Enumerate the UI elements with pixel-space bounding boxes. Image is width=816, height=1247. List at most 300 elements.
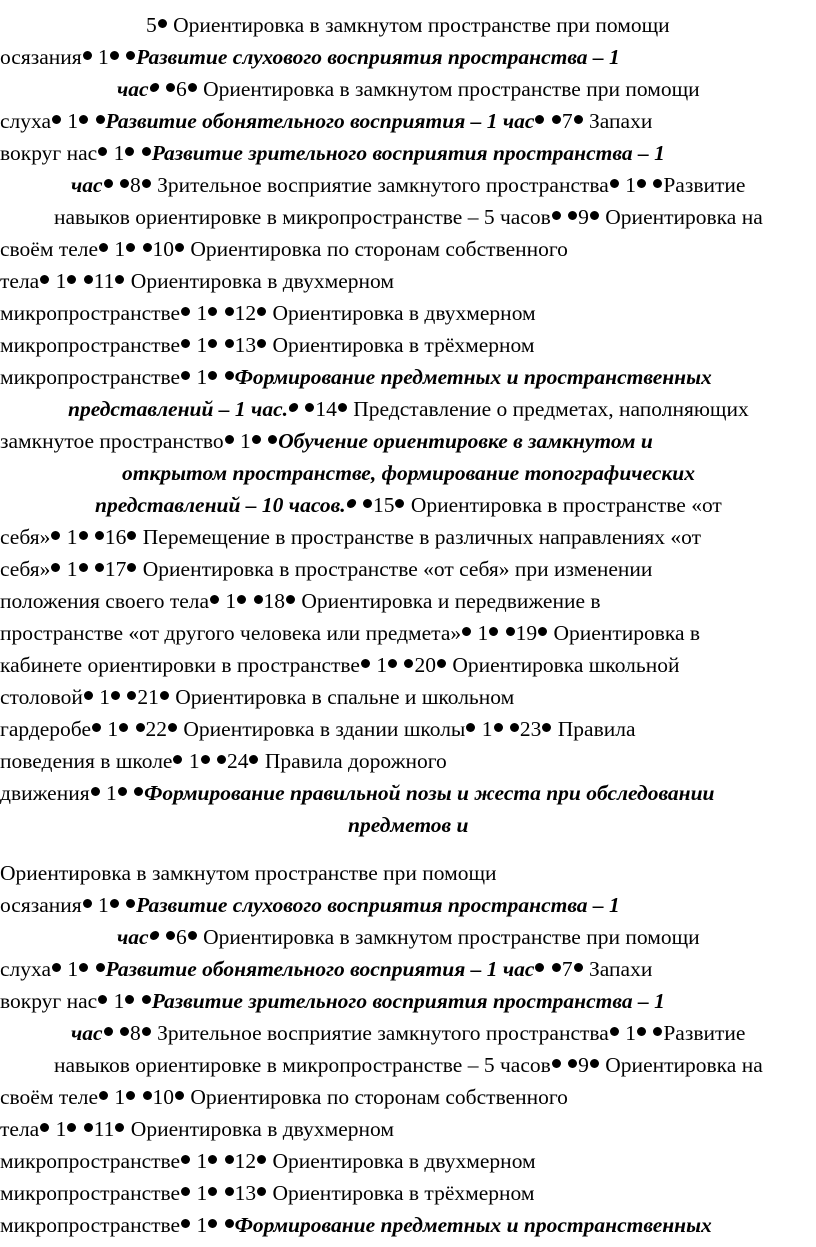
body-text [89,957,94,981]
text-line [0,712,816,746]
bullet-dot-icon [110,51,119,60]
bullet-dot-icon [111,691,120,700]
bullet-dot-icon [257,339,266,348]
body-text: гардеробе [0,717,92,741]
text-line [0,1048,816,1082]
body-text: тела [0,269,40,293]
text-line [0,328,816,362]
bullet-dot-icon [134,787,143,796]
bullet-dot-icon [225,307,234,316]
body-text [211,749,216,773]
body-text: 1 [61,557,78,581]
bullet-dot-icon [395,499,404,508]
bullet-dot-icon [149,931,160,940]
bullet-dot-icon [84,1123,93,1132]
bullet-dot-icon [225,1187,234,1196]
body-text: 9 [578,205,589,229]
body-text [218,1149,223,1173]
bullet-dot-icon [84,691,93,700]
body-text [89,557,94,581]
bullet-dot-icon [51,563,60,572]
bullet-dot-icon [637,179,646,188]
body-text [545,109,550,133]
bullet-dot-icon [143,243,152,252]
bullet-dot-icon [98,147,107,156]
body-text: 12 [234,301,257,325]
text-line [0,776,816,810]
body-text: 1 [102,717,119,741]
bullet-dot-icon [217,755,226,764]
body-text: 9 [578,1053,589,1077]
text-line-content [54,200,763,234]
bullet-dot-icon [181,1219,190,1228]
bullet-dot-icon [119,723,128,732]
text-line [0,952,816,986]
body-text: 1 [62,957,79,981]
bullet-dot-icon [181,339,190,348]
bullet-dot-icon [104,1027,113,1036]
body-text: Развитие [663,1021,746,1045]
bullet-dot-icon [535,963,544,972]
bullet-dot-icon [84,275,93,284]
body-text: 11 [93,1117,115,1141]
bullet-dot-icon [181,1155,190,1164]
bullet-dot-icon [208,1187,217,1196]
bullet-dot-icon [590,211,599,220]
body-text: 1 [619,173,636,197]
body-text: 1 [476,717,493,741]
bullet-dot-icon [173,755,182,764]
bullet-dot-icon [574,115,583,124]
body-text: 1 [109,1085,126,1109]
text-line [0,360,816,394]
body-text [120,893,125,917]
body-text: поведения в школе [0,749,173,773]
bullet-dot-icon [52,963,61,972]
body-text: 12 [234,1149,257,1173]
bullet-dot-icon [136,723,145,732]
body-text: 23 [519,717,542,741]
body-text [262,429,267,453]
body-text [136,237,141,261]
body-text: Ориентировка в пространстве «от себя» при изменении [137,557,653,581]
bullet-dot-icon [188,931,197,940]
bullet-dot-icon [552,115,561,124]
bullet-dot-icon [208,1155,217,1164]
body-text [135,141,140,165]
body-text: Ориентировка в трёхмерном [267,1181,535,1205]
text-line [0,744,816,778]
bullet-dot-icon [99,243,108,252]
body-text [218,365,223,389]
bullet-dot-icon [346,499,357,508]
bullet-dot-icon [166,83,175,92]
body-text: слуха [0,109,52,133]
bullet-dot-icon [225,371,234,380]
body-text: Запахи [583,109,653,133]
body-text: 1 [183,749,200,773]
body-text: 5 [146,13,157,37]
bullet-dot-icon [99,1091,108,1100]
text-line-content [0,952,652,986]
bullet-dot-icon [404,659,413,668]
body-text: 1 [234,429,251,453]
bullet-dot-icon [168,723,177,732]
body-text: себя» [0,525,51,549]
body-text: Ориентировка в [548,621,701,645]
bullet-dot-icon [361,659,370,668]
bullet-dot-icon [126,1091,135,1100]
body-text: 7 [561,957,573,981]
text-line [0,168,816,202]
bullet-dot-icon [181,371,190,380]
body-text [120,45,125,69]
bullet-dot-icon [208,339,217,348]
bullet-dot-icon [249,755,258,764]
body-text [77,1117,82,1141]
body-text: навыков ориентировке в микропространстве – 5 часов [54,1053,551,1077]
body-text: Зрительное восприятие замкнутого пространства [151,173,609,197]
bullet-dot-icon [95,531,104,540]
text-line-content [0,1208,712,1242]
text-line [0,520,816,554]
body-text [647,1021,652,1045]
body-text: Ориентировка в трёхмерном [267,333,535,357]
body-text: кабинете ориентировки в пространстве [0,653,360,677]
text-line [0,552,816,586]
body-text [562,1053,567,1077]
bullet-dot-icon [92,723,101,732]
body-text: замкнутое пространство [0,429,224,453]
bullet-dot-icon [653,1027,662,1036]
bullet-dot-icon [462,627,471,636]
body-text [218,333,223,357]
body-text: микропространстве [0,301,181,325]
bullet-dot-icon [126,899,135,908]
bullet-dot-icon [225,435,234,444]
text-line-content [0,1080,568,1114]
body-text: положения своего тела [0,589,210,613]
body-text: 10 [152,237,175,261]
body-text: 8 [129,173,141,197]
text-line [0,808,816,842]
text-line-content [0,232,568,266]
bold-italic-heading-text: предметов и [348,813,469,837]
bold-italic-heading-text: Развитие обонятельного восприятия – 1 час [105,957,535,981]
text-line [0,888,816,922]
text-line-content [117,72,700,106]
bullet-dot-icon [288,403,299,412]
body-text [299,397,304,421]
body-text: Ориентировка в пространстве «от [405,493,722,517]
bullet-dot-icon [120,179,129,188]
body-text: 13 [234,333,257,357]
bullet-dot-icon [142,995,151,1004]
bullet-dot-icon [363,499,372,508]
body-text: Ориентировка в замкнутом пространстве при помощи [197,925,700,949]
body-text [218,1213,223,1237]
bullet-dot-icon [225,1219,234,1228]
bullet-dot-icon [286,595,295,604]
body-text: 1 [191,1149,208,1173]
bullet-dot-icon [466,723,475,732]
text-line [0,456,816,490]
bullet-dot-icon [225,339,234,348]
text-line-content [0,104,652,138]
body-text: 15 [372,493,395,517]
text-line-content [0,40,620,74]
body-text: 1 [100,781,117,805]
bullet-dot-icon [257,1187,266,1196]
body-text: навыков ориентировке в микропространстве – 5 часов [54,205,551,229]
text-line-content [54,1048,763,1082]
bullet-dot-icon [181,307,190,316]
text-line-content [68,392,749,426]
bullet-dot-icon [188,83,197,92]
body-text: 24 [226,749,249,773]
bullet-dot-icon [91,787,100,796]
text-line-content [0,712,636,746]
body-text: Ориентировка в спальне и школьном [169,685,515,709]
bullet-dot-icon [568,1059,577,1068]
bullet-dot-icon [653,179,662,188]
bullet-dot-icon [338,403,347,412]
bullet-dot-icon [95,563,104,572]
text-line-content [0,552,652,586]
bullet-dot-icon [143,1091,152,1100]
text-line-content [0,360,712,394]
body-text: 1 [50,269,67,293]
body-text: 1 [472,621,489,645]
bullet-dot-icon [181,1187,190,1196]
body-text: 1 [370,653,388,677]
bold-italic-heading-text: Развитие слухового восприятия пространства – 1 [136,893,620,917]
body-text [218,1181,223,1205]
bullet-dot-icon [104,179,113,188]
bullet-dot-icon [166,931,175,940]
text-line [0,424,816,458]
body-text [114,1021,119,1045]
bullet-dot-icon [552,211,561,220]
text-line [0,296,816,330]
bullet-dot-icon [252,435,261,444]
text-line-content [348,808,469,842]
text-line-content [117,920,700,954]
bullet-dot-icon [125,995,134,1004]
body-text: Ориентировка и передвижение в [296,589,601,613]
bullet-dot-icon [149,83,160,92]
body-text: микропространстве [0,1181,181,1205]
body-text: 19 [515,621,538,645]
text-line [0,136,816,170]
bullet-dot-icon [208,307,217,316]
body-text: осязания [0,45,82,69]
bullet-dot-icon [201,755,210,764]
bold-italic-heading-text: час [71,1021,103,1045]
bullet-dot-icon [52,115,61,124]
body-text: 1 [61,525,78,549]
body-text: Перемещение в пространстве в различных направлениях «от [137,525,702,549]
bullet-dot-icon [160,691,169,700]
bullet-dot-icon [388,659,397,668]
body-text: Запахи [583,957,653,981]
body-text: 13 [234,1181,257,1205]
text-line [0,584,816,618]
body-text [89,525,94,549]
body-text: 1 [191,1213,208,1237]
text-line [0,1208,816,1242]
body-text: Ориентировка на [599,1053,763,1077]
text-line [0,616,816,650]
body-text: 16 [104,525,127,549]
body-text: 7 [561,109,573,133]
text-line-content [0,296,536,330]
body-text [77,269,82,293]
body-text: Ориентировка по сторонам собственного [185,237,568,261]
body-text: 1 [191,301,208,325]
bullet-dot-icon [237,595,246,604]
text-line-content [0,680,514,714]
body-text: 1 [191,333,208,357]
body-text: 6 [175,77,187,101]
bullet-dot-icon [83,51,92,60]
text-line-content [0,264,394,298]
bold-italic-heading-text: Формирование правильной позы и жеста при обследовании [144,781,715,805]
text-line [0,648,816,682]
body-text [504,717,509,741]
text-line-content [0,984,665,1018]
bold-italic-heading-text: Развитие зрительного восприятия пространства – 1 [151,141,665,165]
text-line-content [0,776,715,810]
body-text: Ориентировка в здании школы [178,717,466,741]
bullet-dot-icon [126,243,135,252]
text-line-content [146,8,670,42]
body-text: 14 [315,397,337,421]
body-text: 21 [137,685,159,709]
bullet-dot-icon [110,899,119,908]
body-text [357,493,362,517]
body-text [160,925,165,949]
body-text: Ориентировка в двухмерном [267,1149,536,1173]
body-text [218,301,223,325]
body-text: 1 [50,1117,67,1141]
bullet-dot-icon [115,275,124,284]
body-text: микропространстве [0,333,181,357]
text-line [0,200,816,234]
bullet-dot-icon [590,1059,599,1068]
bullet-dot-icon [115,1123,124,1132]
bullet-dot-icon [257,307,266,316]
bullet-dot-icon [637,1027,646,1036]
text-line [0,392,816,426]
bullet-dot-icon [510,723,519,732]
bullet-dot-icon [120,1027,129,1036]
body-text: Ориентировка в замкнутом пространстве при помощи [197,77,700,101]
bullet-dot-icon [79,563,88,572]
body-text: 1 [92,893,109,917]
bullet-dot-icon [494,723,503,732]
body-text [499,621,504,645]
bullet-dot-icon [538,627,547,636]
text-line [0,1016,816,1050]
text-line [0,1144,816,1178]
bullet-dot-icon [552,1059,561,1068]
bullet-dot-icon [210,595,219,604]
bullet-dot-icon [83,899,92,908]
bullet-dot-icon [489,627,498,636]
body-text [135,989,140,1013]
bullet-dot-icon [142,179,151,188]
bullet-dot-icon [142,1027,151,1036]
body-text [114,173,119,197]
bullet-dot-icon [268,435,277,444]
bullet-dot-icon [96,115,105,124]
text-line [0,984,816,1018]
body-text: себя» [0,557,51,581]
bullet-dot-icon [175,1091,184,1100]
text-line-content [0,1112,394,1146]
body-text: 1 [619,1021,636,1045]
body-text: 1 [191,1181,208,1205]
text-line-content [0,520,701,554]
text-line-content [0,328,534,362]
body-text [129,717,134,741]
text-line [0,1176,816,1210]
text-line-content [71,1016,745,1050]
bullet-dot-icon [96,963,105,972]
text-line-content [0,856,497,890]
body-text: Ориентировка в замкнутом пространстве при помощи [167,13,670,37]
body-text: Ориентировка в замкнутом пространстве при помощи [0,861,497,885]
text-line [0,104,816,138]
bullet-dot-icon [552,963,561,972]
body-text: вокруг нас [0,141,98,165]
bullet-dot-icon [126,51,135,60]
bullet-dot-icon [79,963,88,972]
body-text: 8 [129,1021,141,1045]
text-line [0,488,816,522]
bullet-dot-icon [437,659,446,668]
body-text [545,957,550,981]
body-text: 1 [191,365,208,389]
bold-italic-heading-text: час [117,77,149,101]
bold-italic-heading-text: Развитие слухового восприятия пространства – 1 [136,45,620,69]
body-text: 1 [108,141,125,165]
body-text: микропространстве [0,1213,181,1237]
body-text: 18 [263,589,286,613]
text-line-content [0,888,620,922]
bullet-dot-icon [208,371,217,380]
body-text: слуха [0,957,52,981]
body-text [247,589,252,613]
text-line [0,680,816,714]
body-text: 22 [145,717,168,741]
body-text: 11 [93,269,115,293]
bullet-dot-icon [127,563,136,572]
bullet-dot-icon [535,115,544,124]
bullet-dot-icon [225,1155,234,1164]
text-line-content [0,648,679,682]
body-text [562,205,567,229]
bold-italic-heading-text: представлений – 1 час. [68,397,289,421]
bullet-dot-icon [79,531,88,540]
body-text: Зрительное восприятие замкнутого пространства [151,1021,609,1045]
body-text: Развитие [663,173,746,197]
body-text [128,781,133,805]
text-line-content [122,456,695,490]
body-text [647,173,652,197]
bold-italic-heading-text: открытом пространстве, формирование топографических [122,461,695,485]
